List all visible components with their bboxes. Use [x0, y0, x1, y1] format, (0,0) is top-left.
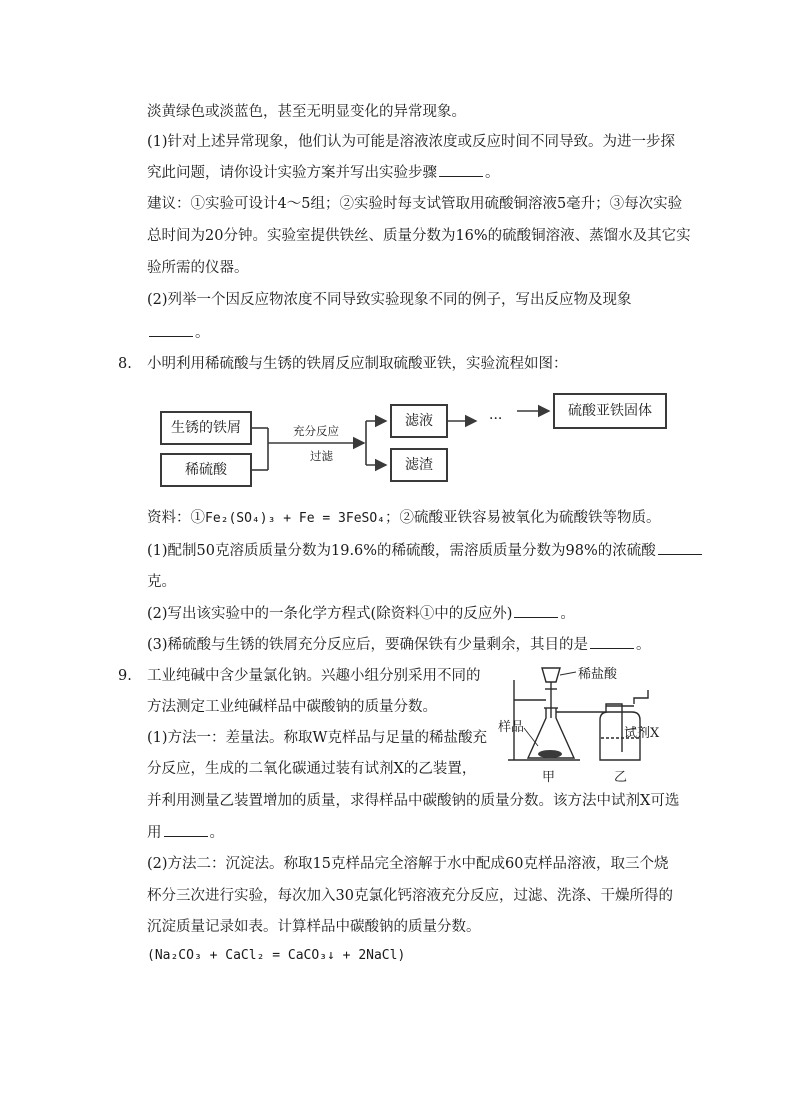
q9-method1-d — [147, 822, 224, 843]
q8-info-prefix: 资料：① — [147, 510, 205, 526]
q7-part2-line-b — [147, 322, 210, 343]
q9-answer-blank-1[interactable] — [164, 822, 208, 837]
q9-method1-period: 。 — [209, 825, 224, 841]
label-jia: 甲 — [542, 770, 556, 785]
flow-box-ferrous-sulfate: 硫酸亚铁固体 — [553, 393, 667, 429]
q7-part2-line-a: (2)列举一个因反应物浓度不同导致实验现象不同的例子，写出反应物及现象 — [147, 292, 632, 308]
q8-part3-period: 。 — [636, 637, 651, 653]
q7-answer-blank-1[interactable] — [439, 162, 483, 177]
q7-suggest-b: 总时间为20分钟。实验室提供铁丝、质量分数为16%的硫酸铜溶液、蒸馏水及其它实 — [147, 228, 691, 244]
label-reagent-x: 试剂X — [624, 726, 660, 741]
q9-stem-a: 工业纯碱中含少量氯化钠。兴趣小组分别采用不同的 — [147, 668, 481, 684]
q8-info-suffix: ；②硫酸亚铁容易被氧化为硫酸铁等物质。 — [385, 510, 661, 526]
q9-method2-c: 沉淀质量记录如表。计算样品中碳酸钠的质量分数。 — [147, 919, 481, 935]
flow-box-residue: 滤渣 — [390, 448, 448, 482]
q9-method1-c: 并利用测量乙装置增加的质量，求得样品中碳酸钠的质量分数。该方法中试剂X可选 — [147, 793, 680, 809]
flow-box-dilute-acid: 稀硫酸 — [160, 453, 252, 487]
q8-part1-line-b: 克。 — [147, 574, 176, 590]
q7-suggest-a: 建议：①实验可设计4～5组；②实验时每支试管取用硫酸铜溶液5毫升；③每次实验 — [147, 196, 683, 212]
q9-number: 9. — [118, 668, 132, 684]
q7-part1-line-b — [147, 162, 500, 183]
flow-ellipsis: ··· — [489, 411, 503, 427]
q9-method2-a: (2)方法二：沉淀法。称取15克样品完全溶解于水中配成60克样品溶液，取三个烧 — [147, 856, 669, 872]
q9-method1-d-text: 用 — [147, 825, 162, 841]
flow-arrows — [150, 385, 675, 495]
q9-stem-b: 方法测定工业纯碱样品中碳酸钠的质量分数。 — [147, 699, 437, 715]
q8-flow-diagram — [150, 385, 675, 485]
q8-info — [147, 508, 661, 529]
q8-part2-text: (2)写出该实验中的一条化学方程式(除资料①中的反应外) — [147, 606, 513, 622]
q9-method1-a: (1)方法一：差量法。称取W克样品与足量的稀盐酸充 — [147, 730, 487, 746]
q9-apparatus-figure — [498, 660, 668, 785]
flow-label-react: 充分反应 — [293, 424, 339, 438]
q7-suggest-c: 验所需的仪器。 — [147, 260, 249, 276]
label-dilute-hcl: 稀盐酸 — [578, 667, 618, 682]
q8-answer-blank-1[interactable] — [658, 540, 702, 555]
q8-part3 — [147, 634, 651, 655]
q9-equation: (Na₂CO₃ + CaCl₂ = CaCO₃↓ + 2NaCl) — [147, 948, 406, 963]
flow-label-filter: 过滤 — [310, 449, 333, 463]
q8-info-equation: Fe₂(SO₄)₃ + Fe = 3FeSO₄ — [205, 511, 386, 526]
q7-part1-period: 。 — [485, 165, 500, 181]
q9-method2-b: 杯分三次进行实验，每次加入30克氯化钙溶液充分反应，过滤、洗涤、干燥所得的 — [147, 888, 673, 904]
q8-part1-text: (1)配制50克溶质质量分数为19.6%的稀硫酸，需溶质质量分数为98%的浓硫酸 — [147, 543, 656, 559]
q7-part1-line-a: (1)针对上述异常现象，他们认为可能是溶液浓度或反应时间不同导致。为进一步探 — [147, 134, 676, 150]
q8-part2-period: 。 — [560, 606, 575, 622]
q8-stem: 小明利用稀硫酸与生锈的铁屑反应制取硫酸亚铁，实验流程如图： — [147, 356, 568, 372]
q7-part1-text: 究此问题，请你设计实验方案并写出实验步骤 — [147, 165, 437, 181]
flow-box-rusty-iron: 生锈的铁屑 — [160, 411, 252, 445]
q8-answer-blank-2[interactable] — [514, 603, 558, 618]
q7-answer-blank-2[interactable] — [149, 322, 193, 337]
label-sample: 样品 — [498, 720, 525, 735]
q7-line0: 淡黄绿色或淡蓝色，甚至无明显变化的异常现象。 — [147, 104, 466, 120]
q8-part2 — [147, 603, 575, 624]
q7-part2-period: 。 — [195, 325, 210, 341]
q9-method1-b: 分反应，生成的二氧化碳通过装有试剂X的乙装置， — [147, 761, 477, 777]
q8-number: 8. — [118, 356, 132, 372]
q8-answer-blank-3[interactable] — [590, 634, 634, 649]
label-yi: 乙 — [614, 770, 628, 785]
q8-part1-line-a — [147, 540, 704, 561]
q8-part3-text: (3)稀硫酸与生锈的铁屑充分反应后，要确保铁有少量剩余，其目的是 — [147, 637, 589, 653]
flow-box-filtrate: 滤液 — [390, 404, 448, 438]
